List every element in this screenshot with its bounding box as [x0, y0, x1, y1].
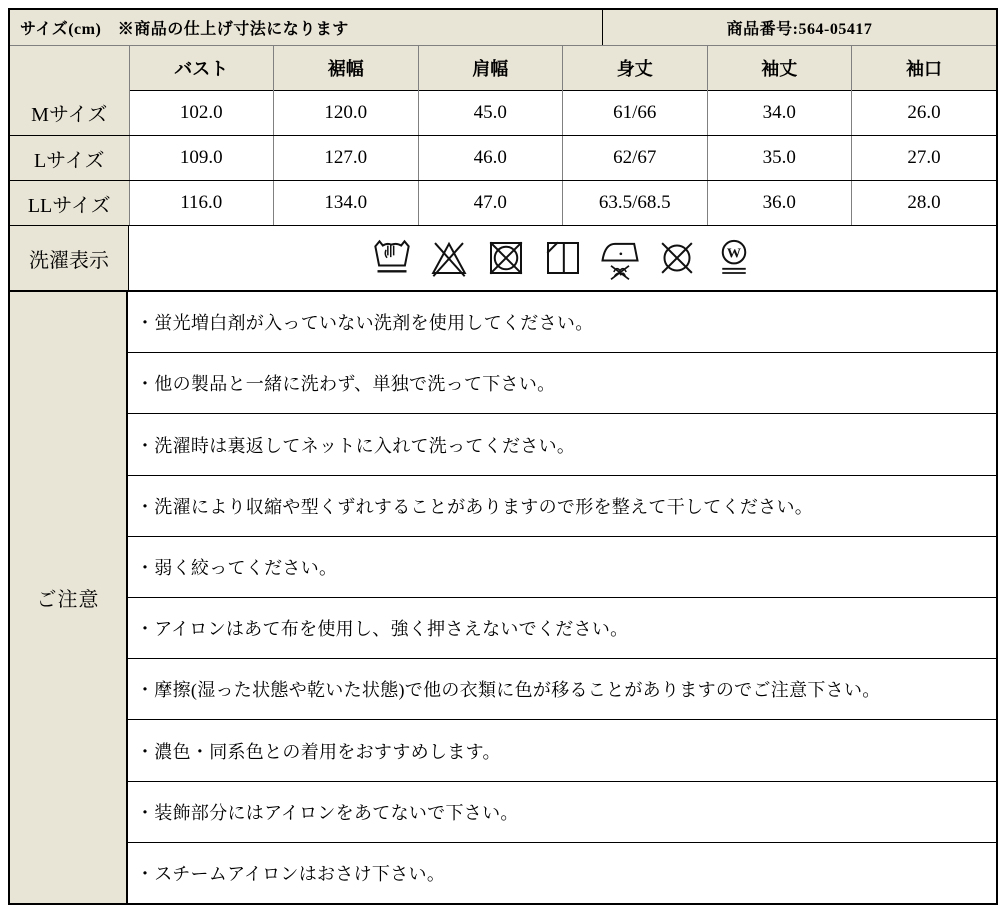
- size-value-cell: 61/66: [563, 91, 708, 136]
- size-table: [10, 46, 996, 225]
- notes-section: [10, 290, 996, 903]
- note-row: ・装飾部分にはアイロンをあてないで下さい。: [128, 781, 996, 842]
- column-header: 裾幅: [274, 46, 419, 91]
- size-value-cell: 36.0: [707, 181, 852, 226]
- note-row: ・スチームアイロンはおさけ下さい。: [128, 842, 996, 903]
- hand-wash-icon: [372, 232, 412, 284]
- note-row: ・アイロンはあて布を使用し、強く押さえないでください。: [128, 597, 996, 658]
- notes-label: ご注意: [10, 292, 128, 903]
- column-header: 袖口: [852, 46, 997, 91]
- size-row: [10, 91, 996, 136]
- spec-sheet: [8, 8, 998, 905]
- size-value-cell: 34.0: [707, 91, 852, 136]
- care-symbols-row: [10, 225, 996, 290]
- wet-clean-gentle-icon: [714, 232, 754, 284]
- size-value-cell: 35.0: [707, 136, 852, 181]
- size-row-label: Mサイズ: [10, 91, 129, 136]
- care-symbols-icons: [129, 226, 996, 290]
- size-row: [10, 181, 996, 226]
- size-value-cell: 46.0: [418, 136, 563, 181]
- size-row: [10, 136, 996, 181]
- size-value-cell: 134.0: [274, 181, 419, 226]
- do-not-bleach-icon: [429, 232, 469, 284]
- product-number: 商品番号:564-05417: [726, 21, 873, 38]
- notes-list: [128, 292, 996, 903]
- size-value-cell: 27.0: [852, 136, 997, 181]
- title-bar: [10, 10, 996, 46]
- size-value-cell: 120.0: [274, 91, 419, 136]
- note-row: ・摩擦(湿った状態や乾いた状態)で他の衣類に色が移ることがありますのでご注意下さい。: [128, 658, 996, 719]
- note-row: ・洗濯により収縮や型くずれすることがありますので形を整えて干してください。: [128, 475, 996, 536]
- care-symbols-label: 洗濯表示: [10, 226, 129, 290]
- size-value-cell: 109.0: [129, 136, 274, 181]
- corner-cell: [10, 46, 129, 91]
- note-row: ・蛍光増白剤が入っていない洗剤を使用してください。: [128, 292, 996, 352]
- note-row: ・濃色・同系色との着用をおすすめします。: [128, 719, 996, 780]
- size-value-cell: 28.0: [852, 181, 997, 226]
- size-value-cell: 127.0: [274, 136, 419, 181]
- note-row: ・洗濯時は裏返してネットに入れて洗ってください。: [128, 413, 996, 474]
- size-value-cell: 45.0: [418, 91, 563, 136]
- size-chart-title: サイズ(cm) ※商品の仕上げ寸法になります: [10, 10, 603, 45]
- column-header: バスト: [129, 46, 274, 91]
- size-value-cell: 116.0: [129, 181, 274, 226]
- size-row-label: Lサイズ: [10, 136, 129, 181]
- note-row: ・他の製品と一緒に洗わず、単独で洗って下さい。: [128, 352, 996, 413]
- column-header: 袖丈: [707, 46, 852, 91]
- size-table-header-row: [10, 46, 996, 91]
- column-header: 肩幅: [418, 46, 563, 91]
- size-value-cell: 62/67: [563, 136, 708, 181]
- do-not-dry-clean-icon: [657, 232, 697, 284]
- shade-dry-icon: [543, 232, 583, 284]
- do-not-tumble-dry-icon: [486, 232, 526, 284]
- size-value-cell: 47.0: [418, 181, 563, 226]
- column-header: 身丈: [563, 46, 708, 91]
- size-value-cell: 26.0: [852, 91, 997, 136]
- size-table-body: [10, 91, 996, 226]
- note-row: ・弱く絞ってください。: [128, 536, 996, 597]
- size-value-cell: 63.5/68.5: [563, 181, 708, 226]
- size-value-cell: 102.0: [129, 91, 274, 136]
- size-row-label: LLサイズ: [10, 181, 129, 226]
- iron-low-no-steam-icon: [600, 232, 640, 284]
